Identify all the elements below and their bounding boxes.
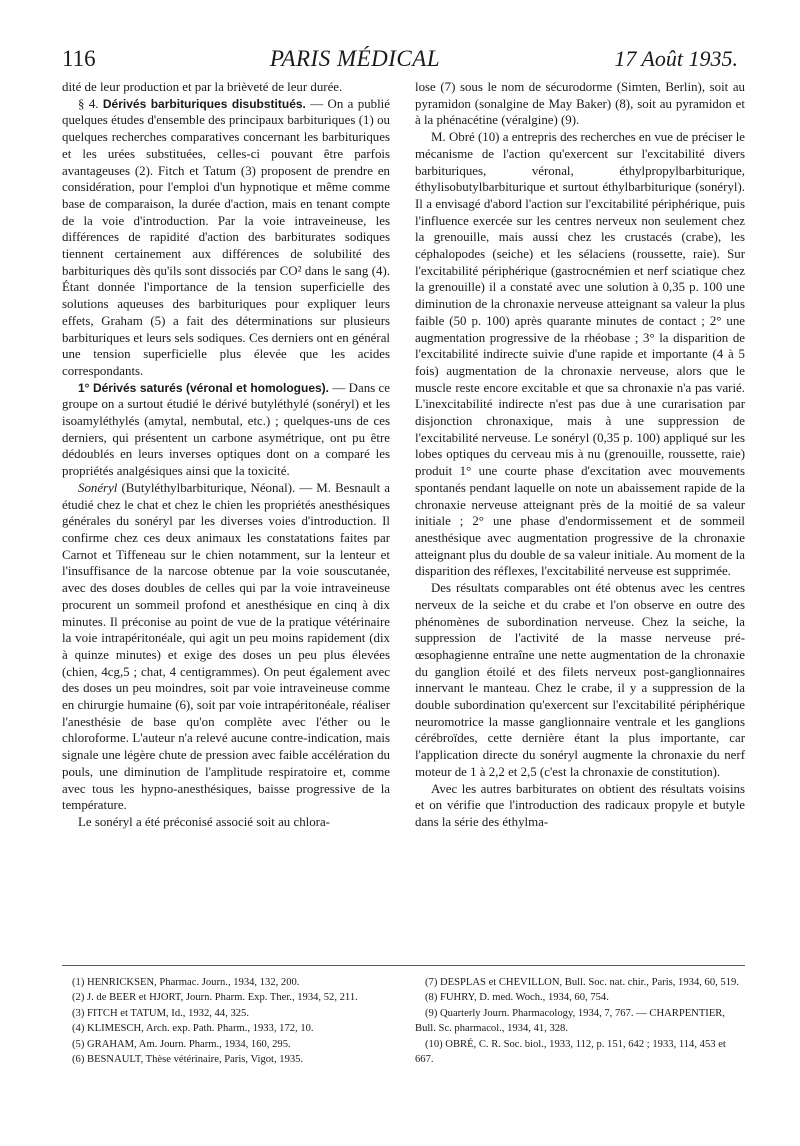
paragraph-last: Le sonéryl a été préconisé associé soit au chlora- bbox=[78, 814, 330, 829]
footnotes-left bbox=[62, 975, 390, 1067]
footnotes-right bbox=[415, 975, 745, 1067]
footnote: (10) OBRÉ, C. R. Soc. biol., 1933, 112, p. 151, 642 ; 1933, 114, 453 et 667. bbox=[415, 1038, 726, 1066]
footnote: (6) BESNAULT, Thèse vétérinaire, Paris, Vigot, 1935. bbox=[72, 1054, 304, 1066]
soneryl-paragraph bbox=[62, 480, 390, 814]
footnote: (4) KLIMESCH, Arch. exp. Path. Pharm., 1933, 172, 10. bbox=[72, 1023, 314, 1035]
left-column bbox=[62, 79, 390, 831]
section-4-paragraph bbox=[62, 96, 390, 380]
page-number: 116 bbox=[62, 46, 96, 71]
journal-title: PARIS MÉDICAL bbox=[269, 46, 441, 71]
footnote: (7) DESPLAS et CHEVILLON, Bull. Soc. nat. chir., Paris, 1934, 60, 519. bbox=[425, 977, 739, 988]
section-body: — On a publié quelques études d'ensemble des principaux barbituriques (1) ou quelques recherches comparatives concernant les barbituriques et les urées substituées, celles-ci pouvant être parfois avantageuses (2). Fitch et Tatum (3) proposent de prendre en considération, pour l'emploi d'un hypnotique et même comme base de comparaison, la durée d'action, mais en tenant compte de la voie d'introduction. Par la voie intraveineuse, les différences de rapidité d'action des barbiturates sodiques tiennent certainement aux différences de solubilité des barbituriques dès qu'ils sont dissociés par CO² dans le sang (4). Étant donnée l'importance de la tension superficielle des solutions aqueuses des barbituriques pour expliquer leurs effets, Graham (5) a fait des déterminations sur plusieurs barbituriques et leurs sels sodiques. Ces derniers ont en général une tension superficielle plus élevée que les acides correspondants. bbox=[62, 96, 390, 378]
paragraph-continuation: dité de leur production et par la brièveté de leur durée. bbox=[62, 80, 343, 94]
footnote: (9) Quarterly Journ. Pharmacology, 1934, 7, 767. — CHARPENTIER, Bull. Sc. pharmacol., 1934, 41, 328. bbox=[415, 1007, 726, 1035]
footnote: (8) FUHRY, D. med. Woch., 1934, 60, 754. bbox=[425, 992, 609, 1004]
issue-date: 17 Août 1935. bbox=[614, 46, 738, 71]
subsection-body: — Dans ce groupe on a surtout étudié le dérivé butyléthylé (sonéryl) et les isoamyléthylés (amytal, nembutal, etc.) ; quelques-uns de ces derniers, qui présentent un carbone asymétrique, ont pu être dédoublés en leurs inverses optiques dont on a comparé les propriétés analgésiques ainsi que la toxicité. bbox=[62, 380, 390, 479]
footnote: (1) HENRICKSEN, Pharmac. Journ., 1934, 132, 200. bbox=[72, 977, 300, 988]
soneryl-name: Sonéryl bbox=[78, 480, 118, 495]
footnote: (5) GRAHAM, Am. Journ. Pharm., 1934, 160, 295. bbox=[72, 1038, 291, 1050]
right-column bbox=[415, 79, 745, 831]
footnote: (3) FITCH et TATUM, Id., 1932, 44, 325. bbox=[72, 1007, 249, 1019]
subsection-heading: 1° Dérivés saturés (véronal et homologues). bbox=[78, 380, 330, 395]
footnote-divider bbox=[62, 965, 745, 966]
section-heading: Dérivés barbituriques disubstitués. bbox=[102, 96, 306, 111]
subsection-1-paragraph bbox=[62, 380, 390, 480]
paragraph-continuation: lose (7) sous le nom de sécurodorme (Simten, Berlin), soit au pyramidon (sonalgine de May Baker) (8), soit au pyramidon et à la phénacétine (véralgine) (9). bbox=[415, 80, 745, 128]
footnote: (2) J. de BEER et HJORT, Journ. Pharm. Exp. Ther., 1934, 52, 211. bbox=[72, 992, 358, 1004]
soneryl-body: (Butyléthylbarbiturique, Néonal). — M. Besnault a étudié chez le chat et chez le chien les propriétés anesthésiques générales du sonéryl par les diverses voies d'introduction. Il confirme chez ces deux animaux les constatations faites par Carnot et Tiffeneau sur le chien notamment, sur la lenteur et l'insuffisance de la narcose obtenue par la voie souscutanée, avec des doses doubles de celles qui par la voie intraveineuse procurent un sommeil profond et anesthésique en cinq à dix minutes. Il préconise au point de vue de la pratique vétérinaire la voie intrapéritonéale, qui agit un peu moins rapidement (dix à quinze minutes) et exige des doses un peu plus élevées (chien, 4cg,5 ; chat, 4 centigrammes). On peut également avec des doses un peu moindres, soit par voie intraveineuse comme en chirurgie humaine (6), soit par voie intrapéritonéale, réaliser l'anesthésie de base qu'on complète avec l'éther ou le chloroforme. L'auteur n'a relevé aucune contre-indication, mais signale une légère chute de pression avec faible accélération du pouls, une diminution de l'amplitude respiratoire et, comme avec tous les hypno-anesthésiques, baisse progressive de la température. bbox=[62, 480, 390, 813]
running-header bbox=[62, 42, 738, 76]
results-paragraph: Des résultats comparables ont été obtenus avec les centres nerveux de la seiche et du crabe et l'on observe en outre des phénomènes de subordination nerveuse. Chez la seiche, la suppression de l'activité de la masse nerveuse pré-œsophagienne entraîne une nette augmentation de la chronaxie du ganglion étoilé et des filets nerveux post-ganglionnaires innervant le manteau. Chez le crabe, il y a suppression de la double subordination qu'exercent sur l'excitabilité périphérique neuromotrice la masse ganglionnaire ventrale et les ganglions cérébroïdes, cette dernière étant la plus importante, car l'application directe du sonéryl augmente la chronaxie du nerf moteur de 1 à 2,2 et 2,5 (c'est la chronaxie de constitution). bbox=[415, 581, 745, 779]
section-number: § 4. bbox=[78, 96, 99, 111]
obre-paragraph: M. Obré (10) a entrepris des recherches en vue de préciser le mécanisme de l'action qu'exercent sur l'excitabilité divers barbituriques, véronal, éthylpropylbarbiturique, éthylisobutylbarbiturique et surtout éthylbarbiturique (sonéryl). Il a envisagé d'abord l'action sur l'excitabilité périphérique, puis l'influence exercée sur les centres nerveux non seulement chez la grenouille, mais aussi chez les crustacés (crabe), les céphalopodes (seiche) et les sélaciens (roussette, raie). Sur l'excitabilité périphérique (gastrocnémien et nerf sciatique chez la grenouille) il a constaté avec une solution à 0,35 p. 100 une diminution de la chronaxie nerveuse atteignant sa valeur la plus faible (50 p. 100) après quarante minutes de contact ; 2° une augmentation progressive de la rhéobase ; 3° la disparition de l'excitabilité indirecte suivie d'une rapide et importante (4 à 5 fois) augmentation de la chronaxie nerveuse, alors que le muscle reste encore excitable et que sa chronaxie n'a pas varié. L'inexcitabilité indirecte n'est pas due à une curarisation par disjonction chronaxique, mais à une suppression de l'excitabilité nerveuse. Le sonéryl (0,35 p. 100) appliqué sur les lobes optiques du cerveau mis à nu (grenouille, roussette, raie) produit 1° une courte phase d'excitation avec mouvements spontanés pendant laquelle on note un abaissement rapide de la chronaxie nerveuse atteignant près de la moitié de sa valeur initiale ; 2° une phase d'endormissement et de sommeil anesthésique avec augmentation progressive de la chronaxie atteignant plus du double de sa valeur initiale. Au moment de la disparition des réflexes, l'excitabilité nerveuse est supprimée. bbox=[415, 130, 745, 579]
other-barbiturates-paragraph: Avec les autres barbiturates on obtient des résultats voisins et on vérifie que l'introduction des radicaux propyle et butyle dans la série des éthylma- bbox=[415, 781, 745, 829]
